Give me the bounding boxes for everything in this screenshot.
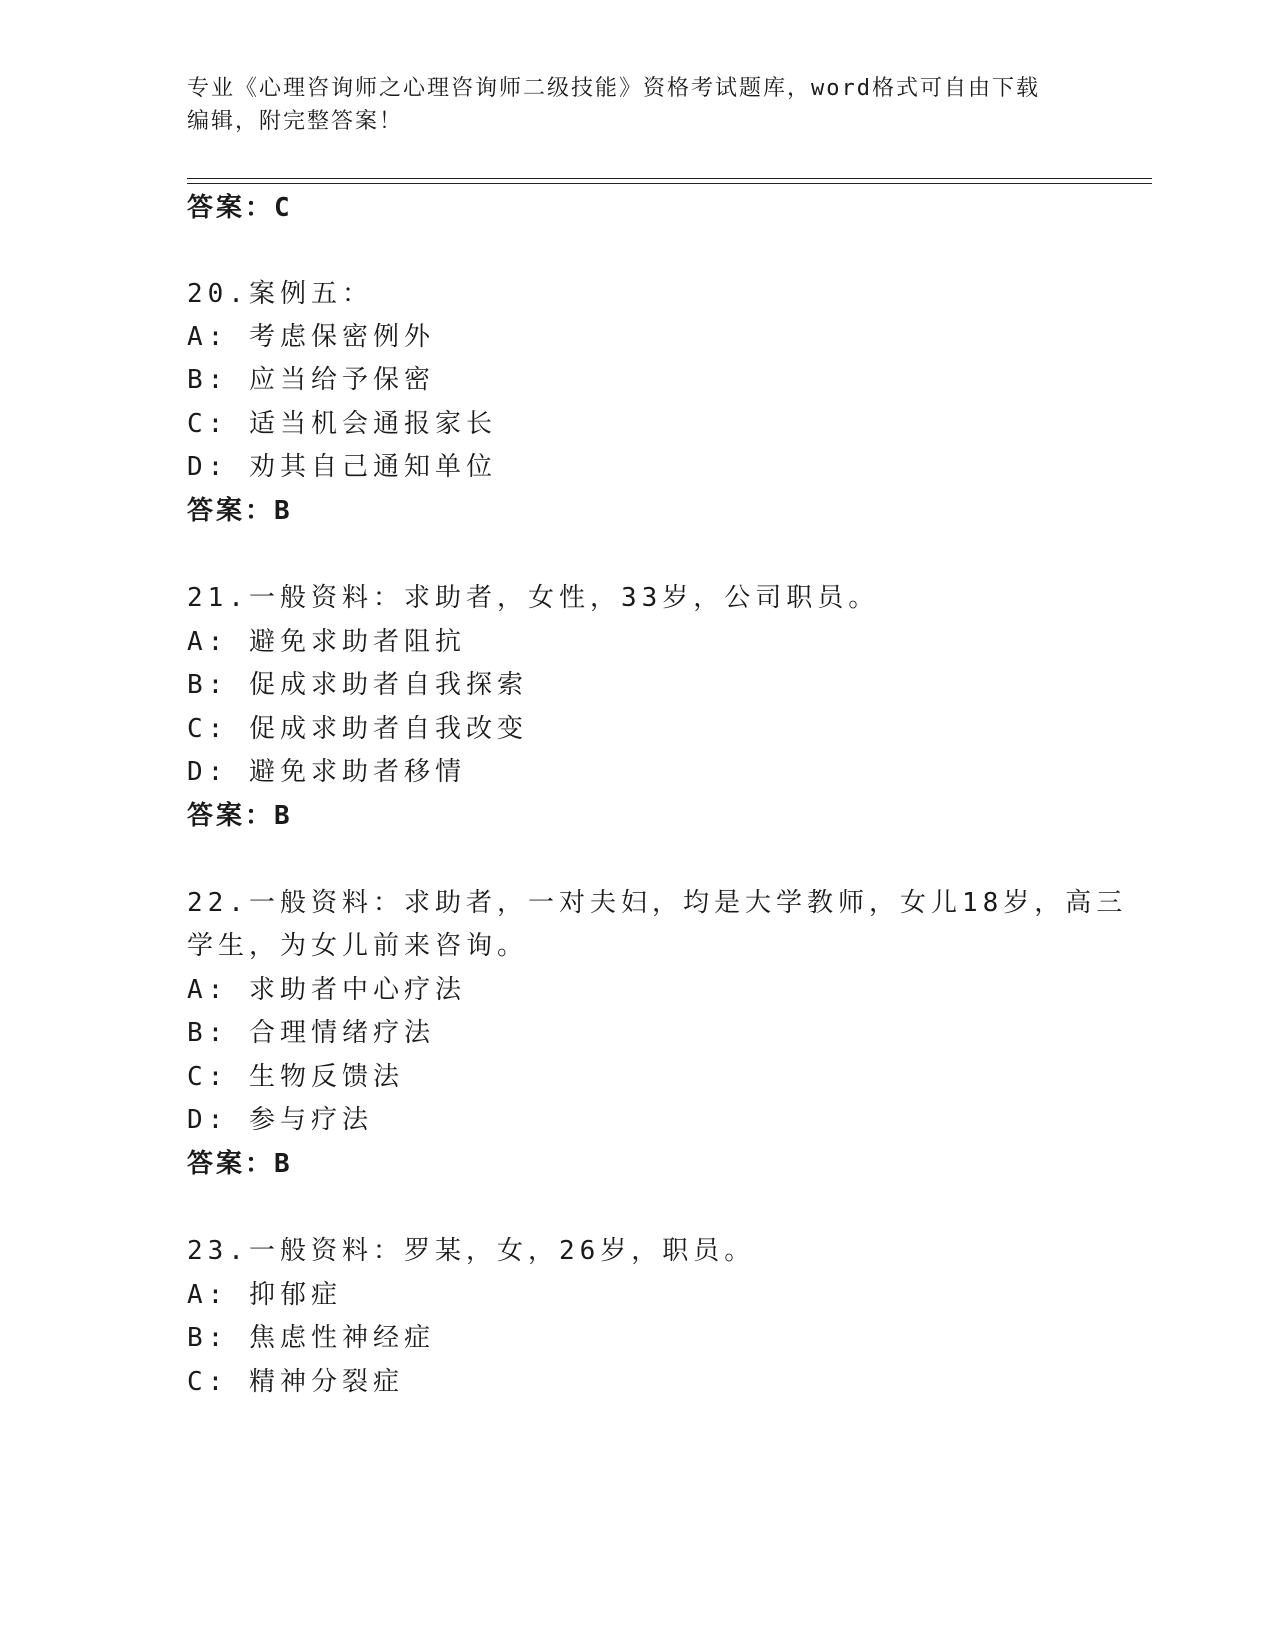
answer-value: B — [274, 496, 293, 526]
answer-label: 答案： — [187, 496, 275, 526]
option-b: B: 促成求助者自我探索 — [187, 670, 528, 700]
question-stem: 22.一般资料：求助者，一对夫妇，均是大学教师，女儿18岁，高三 — [187, 888, 1128, 918]
option-b: B: 焦虑性神经症 — [187, 1323, 435, 1353]
question-stem: 21.一般资料：求助者，女性，33岁，公司职员。 — [187, 583, 880, 613]
header-line-2: 编辑，附完整答案！ — [187, 109, 404, 134]
answer-line — [187, 799, 293, 833]
option-a: A: 抑郁症 — [187, 1280, 342, 1310]
answer-value: B — [274, 801, 293, 831]
answer-label: 答案： — [187, 193, 275, 223]
option-b: B: 合理情绪疗法 — [187, 1018, 435, 1048]
answer-line — [187, 1147, 293, 1181]
answer-label: 答案： — [187, 1149, 275, 1179]
option-c: C: 促成求助者自我改变 — [187, 714, 528, 744]
option-b: B: 应当给予保密 — [187, 365, 435, 395]
answer-value: B — [274, 1149, 293, 1179]
option-c: C: 生物反馈法 — [187, 1062, 404, 1092]
option-d: D: 劝其自己通知单位 — [187, 452, 497, 482]
answer-label: 答案： — [187, 801, 275, 831]
header-divider-top — [187, 178, 1152, 179]
question-stem: 20.案例五： — [187, 279, 373, 309]
option-d: D: 参与疗法 — [187, 1105, 373, 1135]
header-divider-bottom — [187, 183, 1152, 184]
question-stem: 23.一般资料：罗某，女，26岁，职员。 — [187, 1236, 756, 1266]
option-d: D: 避免求助者移情 — [187, 757, 466, 787]
header-line-1: 专业《心理咨询师之心理咨询师二级技能》资格考试题库，word格式可自由下载 — [187, 76, 1040, 101]
answer-line — [187, 191, 293, 225]
option-a: A: 求助者中心疗法 — [187, 975, 466, 1005]
option-c: C: 适当机会通报家长 — [187, 409, 497, 439]
option-a: A: 避免求助者阻抗 — [187, 627, 466, 657]
answer-value: C — [274, 193, 293, 223]
question-stem-continued: 学生，为女儿前来咨询。 — [187, 931, 529, 961]
option-a: A: 考虑保密例外 — [187, 322, 435, 352]
option-c: C: 精神分裂症 — [187, 1367, 404, 1397]
document-header — [187, 72, 1067, 138]
answer-line — [187, 494, 293, 528]
